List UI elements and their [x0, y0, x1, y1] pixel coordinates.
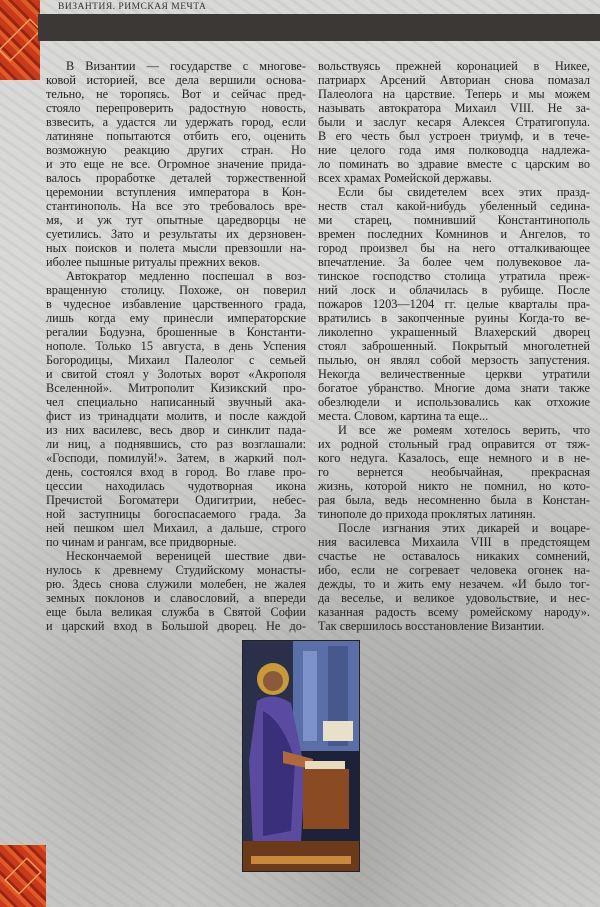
text-line: город произвел бы на него отталкивающее	[318, 241, 590, 255]
text-line: суетились. Зато и результаты их дерзновен-	[46, 227, 306, 241]
text-line: и это еще не все. Огромное значение прида-	[46, 157, 306, 171]
paragraph	[318, 59, 590, 185]
text-line: и царский вход в Большой дворец. Не до-	[46, 619, 306, 633]
text-line: тинское господство столица утратила преж-	[318, 269, 590, 283]
text-line: еще была великая служба в Святой Софии	[46, 605, 306, 619]
text-line: их родной стольный град оправится от тяж-	[318, 437, 590, 451]
text-line: рая была, ведь несомненно была в Констан-	[318, 493, 590, 507]
text-line: ликолепно украшенный Влахерский дворец	[318, 325, 590, 339]
text-line: взвесить, а удастся ли удержать город, если	[46, 115, 306, 129]
text-line: вратились в закопченные руины Когда-то ве-	[318, 311, 590, 325]
paragraph	[46, 549, 306, 633]
text-line: патриарх Арсений Авториан снова помазал	[318, 73, 590, 87]
text-line: богатое убранство. Многие дома знати также	[318, 381, 590, 395]
text-line: чел специально написанный звучный ака-	[46, 395, 306, 409]
text-line: ней пешком шел Михаил, а дальше, строго	[46, 521, 306, 535]
text-line: счастье не оставалось никаких сомнений,	[318, 549, 590, 563]
text-line: Палеолога на царствие. Теперь и мы можем	[318, 87, 590, 101]
text-line: Если бы свидетелем всех этих празд-	[338, 185, 590, 199]
text-line: го вернется необычайная, прекрасная	[318, 465, 590, 479]
text-line: по чинам и рангам, все придворные.	[46, 535, 237, 549]
text-line: мя, и уж тут опытные царедворцы не	[46, 213, 306, 227]
paragraph	[46, 269, 306, 549]
text-column-left	[46, 59, 306, 633]
header-bar	[38, 14, 600, 41]
text-line: ло поминать во здравие вместе с царским во	[318, 157, 590, 171]
text-line: земных поклонов и славословий, а впереди	[46, 591, 306, 605]
text-line: Автократор медленно поспешал в воз-	[66, 269, 306, 283]
text-line: иболее пышные ритуалы прежних веков.	[46, 255, 261, 269]
text-line: стояло перепроверить радостную новость,	[46, 101, 306, 115]
paragraph	[318, 521, 590, 633]
text-line: церемонии вступления императора в Кон-	[46, 185, 306, 199]
text-line: «Господи, помилуй!». Затем, в жаркий пол-	[46, 451, 306, 465]
text-line: тельно, не торопясь. Вот и сейчас пред-	[46, 87, 306, 101]
text-line: валось проработке деталей торжественной	[46, 171, 306, 185]
text-line: латиняне попытаются отбить его, оценить	[46, 129, 306, 143]
paragraph	[318, 423, 590, 521]
text-line: рю. Здесь снова служили молебен, не жалея	[46, 577, 306, 591]
text-line: регалии Бодуэна, брошенные в Константи-	[46, 325, 306, 339]
paragraph	[318, 185, 590, 423]
text-line: были и заслуг кесаря Алексея Стратигопула.	[318, 115, 590, 129]
text-line: день, состоялся вход в город. Во главе про-	[46, 465, 306, 479]
evangelist-icon-illustration	[242, 640, 360, 872]
text-line: казанная радость всему ромейскому народу».	[318, 605, 590, 619]
corner-ornament-bottom	[0, 845, 46, 907]
text-line: ний лоск и облачилась в рубище. После	[318, 283, 590, 297]
text-line: ных поисков и полета мысли превзошли на-	[46, 241, 306, 255]
text-line: Пречистой Богоматери Одигитрии, небес-	[46, 493, 306, 507]
text-line: вольствуясь прежней коронацией в Никее,	[318, 59, 590, 73]
text-line: неств стал какой-нибудь убеленный седина-	[318, 199, 590, 213]
text-line: вращенную столицу. Похоже, он поверил	[46, 283, 306, 297]
text-line: В Византии — государстве с многове-	[66, 59, 306, 73]
text-column-right	[318, 59, 590, 633]
text-line: ли ниц, а поднявшись, сто раз возглашали:	[46, 437, 306, 451]
text-line: возможную реакцию других стран. Но	[46, 143, 306, 157]
text-line: пожаров 1203—1204 гг. целые кварталы пра-	[318, 297, 590, 311]
text-line: тинополе до прихода проклятых латинян.	[318, 507, 536, 521]
text-line: Нескончаемой вереницей шествие дви-	[66, 549, 306, 563]
text-line: Вселенной». Митрополит Кизикский про-	[46, 381, 306, 395]
paragraph	[46, 59, 306, 269]
text-line: Так свершилось восстановление Византии.	[318, 619, 545, 633]
text-line: кого недуга. Казалось, еще немного и в не-	[318, 451, 590, 465]
text-line: В его честь был устроен триумф, и в тече-	[318, 129, 590, 143]
text-line: дежды, то и жить ему незачем. «И было тог-	[318, 577, 590, 591]
text-line: времен последних Комнинов и Ангелов, то	[318, 227, 590, 241]
text-line: стоял заброшенный. Покрытый многолетней	[318, 339, 590, 353]
text-line: всех храмах Ромейской державы.	[318, 171, 492, 185]
text-line: в чудесное избавление царственного града,	[46, 297, 306, 311]
text-line: нополе. Только 15 августа, в день Успения	[46, 339, 306, 353]
text-line: ковой историей, все дела вершили основа-	[46, 73, 306, 87]
text-line: называть автократора Михаил VIII. Не за-	[318, 101, 590, 115]
text-line: места. Словом, картина та еще...	[318, 409, 489, 423]
text-line: из них василевс, весь двор и синклит пада-	[46, 423, 306, 437]
text-line: ми старец, помнивший Константинополь	[318, 213, 590, 227]
text-line: ния василевса Михаила VIII в предстоящем	[318, 535, 590, 549]
text-line: лишь когда ему принесли императорские	[46, 311, 306, 325]
text-line: фист из тринадцати молитв, и после каждой	[46, 409, 306, 423]
text-line: обезлюдели и использовались как отхожие	[318, 395, 590, 409]
text-line: ибо, если не согревает человека огонек на-	[318, 563, 590, 577]
text-line: цессии находилась чудотворная икона	[46, 479, 306, 493]
text-line: и свитой стоял у Золотых ворот «Акрополя	[46, 367, 306, 381]
text-line: Богородицы, Михаил Палеолог с семьей	[46, 353, 306, 367]
running-title: ВИЗАНТИЯ. РИМСКАЯ МЕЧТА	[58, 2, 207, 12]
text-line: да веселье, и великое удовольствие, и нес-	[318, 591, 590, 605]
text-line: стантинополь. На все это требовалось вре-	[46, 199, 306, 213]
text-line: ние целого года имя полководца надлежа-	[318, 143, 590, 157]
corner-ornament-top	[0, 0, 40, 80]
text-line: впечатление. За более чем полувековое ла-	[318, 255, 590, 269]
text-line: пылью, он являл собой мерзость запустения.	[318, 353, 590, 367]
text-line: После изгнания этих дикарей и воцаре-	[338, 521, 590, 535]
text-line: нулось к древнему Студийскому монасты-	[46, 563, 306, 577]
text-line: И все же ромеям хотелось верить, что	[338, 423, 590, 437]
text-line: жизнь, которой никто не помнил, но кото-	[318, 479, 590, 493]
text-line: Некогда величественные церкви утратили	[318, 367, 590, 381]
text-line: ной заступницы богоспасаемого града. За	[46, 507, 306, 521]
